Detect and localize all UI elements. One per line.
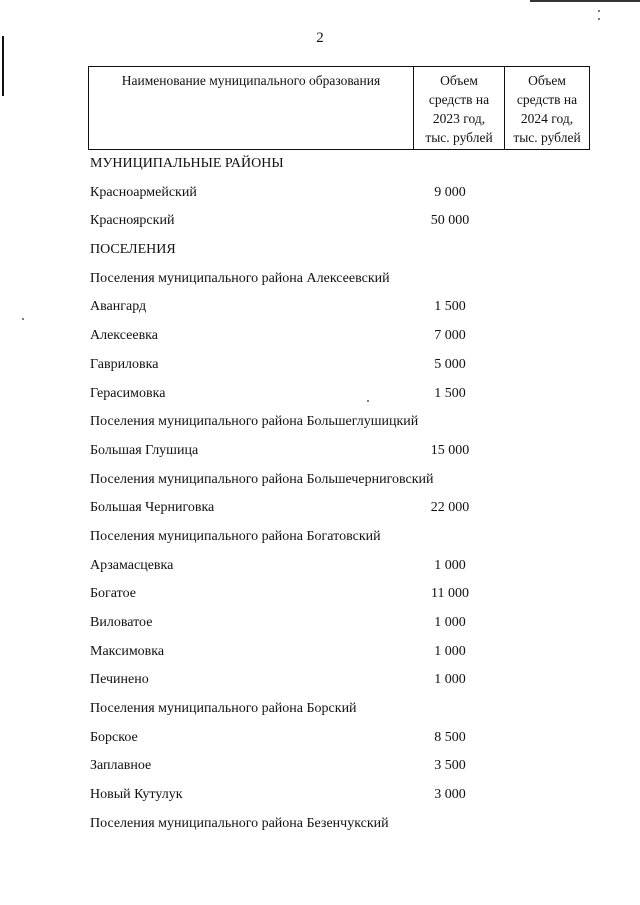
section-heading: [90, 466, 510, 495]
row-label: Поселения муниципального района Богатовский: [90, 528, 381, 544]
list-item: [90, 781, 510, 810]
row-value-2023: 15 000: [430, 442, 470, 458]
list-item: [90, 494, 510, 523]
scan-speck: [22, 318, 24, 320]
header-2024-line: Объем: [528, 73, 566, 88]
row-label: Гавриловка: [90, 356, 159, 372]
section-heading: [90, 150, 510, 179]
list-item: [90, 437, 510, 466]
list-item: [90, 638, 510, 667]
row-value-2023: 1 000: [434, 643, 466, 659]
section-heading: [90, 523, 510, 552]
list-item: [90, 552, 510, 581]
header-2024-line: тыс. рублей: [513, 130, 581, 145]
row-value-2023: 9 000: [434, 184, 466, 200]
row-label: Новый Кутулук: [90, 787, 183, 803]
funding-list: [90, 150, 510, 839]
section-heading: [90, 236, 510, 265]
row-value-2023: 1 000: [434, 672, 466, 688]
row-label: Авангард: [90, 299, 147, 315]
row-label: Красноярский: [90, 213, 175, 229]
header-name-column: Наименование муниципального образования: [89, 67, 414, 150]
list-item: [90, 293, 510, 322]
scan-speck: [598, 10, 600, 12]
row-label: Виловатое: [90, 615, 153, 630]
header-2024-line: 2024 год,: [520, 111, 574, 126]
list-item: [90, 179, 510, 208]
row-value-2023: 5 000: [434, 356, 466, 372]
row-label: Алексеевка: [90, 328, 158, 344]
list-item: [90, 724, 510, 753]
row-label: Поселения муниципального района Безенчукский: [90, 815, 389, 831]
section-heading: [90, 810, 510, 839]
header-2024-line: средств на: [516, 92, 578, 107]
row-label: Заплавное: [90, 758, 152, 774]
list-item: [90, 609, 510, 638]
row-label: Красноармейский: [90, 184, 197, 200]
row-value-2023: 22 000: [430, 500, 470, 516]
header-2023-line: тыс. рублей: [425, 130, 493, 145]
list-item: [90, 207, 510, 236]
header-2023-line: средств на: [428, 92, 490, 107]
row-value-2023: 11 000: [431, 586, 469, 602]
list-item: [90, 666, 510, 695]
row-value-2023: 1 000: [434, 615, 466, 630]
row-label: Богатое: [90, 586, 136, 602]
row-label: ПОСЕЛЕНИЯ: [90, 242, 176, 258]
list-item: [90, 752, 510, 781]
row-label: Максимовка: [90, 643, 165, 659]
row-label: Поселения муниципального района Большечерниговский: [90, 471, 434, 487]
row-value-2023: 8 500: [434, 729, 466, 745]
row-label: Арзамасцевка: [90, 557, 174, 573]
list-item: [90, 380, 510, 409]
header-2023-line: Объем: [440, 73, 478, 88]
section-heading: [90, 695, 510, 724]
section-heading: [90, 408, 510, 437]
scan-speck: [367, 400, 369, 402]
header-2024-column: [505, 67, 590, 150]
scan-top-rule: [530, 0, 640, 2]
row-value-2023: 1 000: [434, 557, 466, 573]
header-2023-column: [414, 67, 505, 150]
row-label: Поселения муниципального района Борский: [90, 701, 357, 717]
section-heading: [90, 265, 510, 294]
page-number: 2: [316, 30, 324, 46]
row-label: Поселения муниципального района Алексеевский: [90, 270, 390, 286]
header-2023-line: 2023 год,: [432, 111, 486, 126]
table-header: [88, 66, 590, 150]
row-label: Борское: [90, 729, 138, 745]
row-value-2023: 3 500: [434, 758, 466, 774]
row-label: Печинено: [90, 672, 149, 688]
row-label: Поселения муниципального района Большеглушицкий: [90, 414, 419, 430]
row-label: Большая Глушица: [90, 442, 199, 458]
row-value-2023: 3 000: [434, 787, 466, 803]
scan-speck: [598, 18, 600, 20]
row-value-2023: 1 500: [434, 299, 466, 315]
row-value-2023: 50 000: [430, 213, 470, 229]
row-label: МУНИЦИПАЛЬНЫЕ РАЙОНЫ: [90, 156, 284, 171]
row-value-2023: 1 500: [434, 385, 466, 401]
row-value-2023: 7 000: [434, 328, 466, 344]
row-label: Герасимовка: [90, 385, 166, 401]
list-item: [90, 580, 510, 609]
list-item: [90, 351, 510, 380]
list-item: [90, 322, 510, 351]
row-label: Большая Черниговка: [90, 500, 215, 516]
